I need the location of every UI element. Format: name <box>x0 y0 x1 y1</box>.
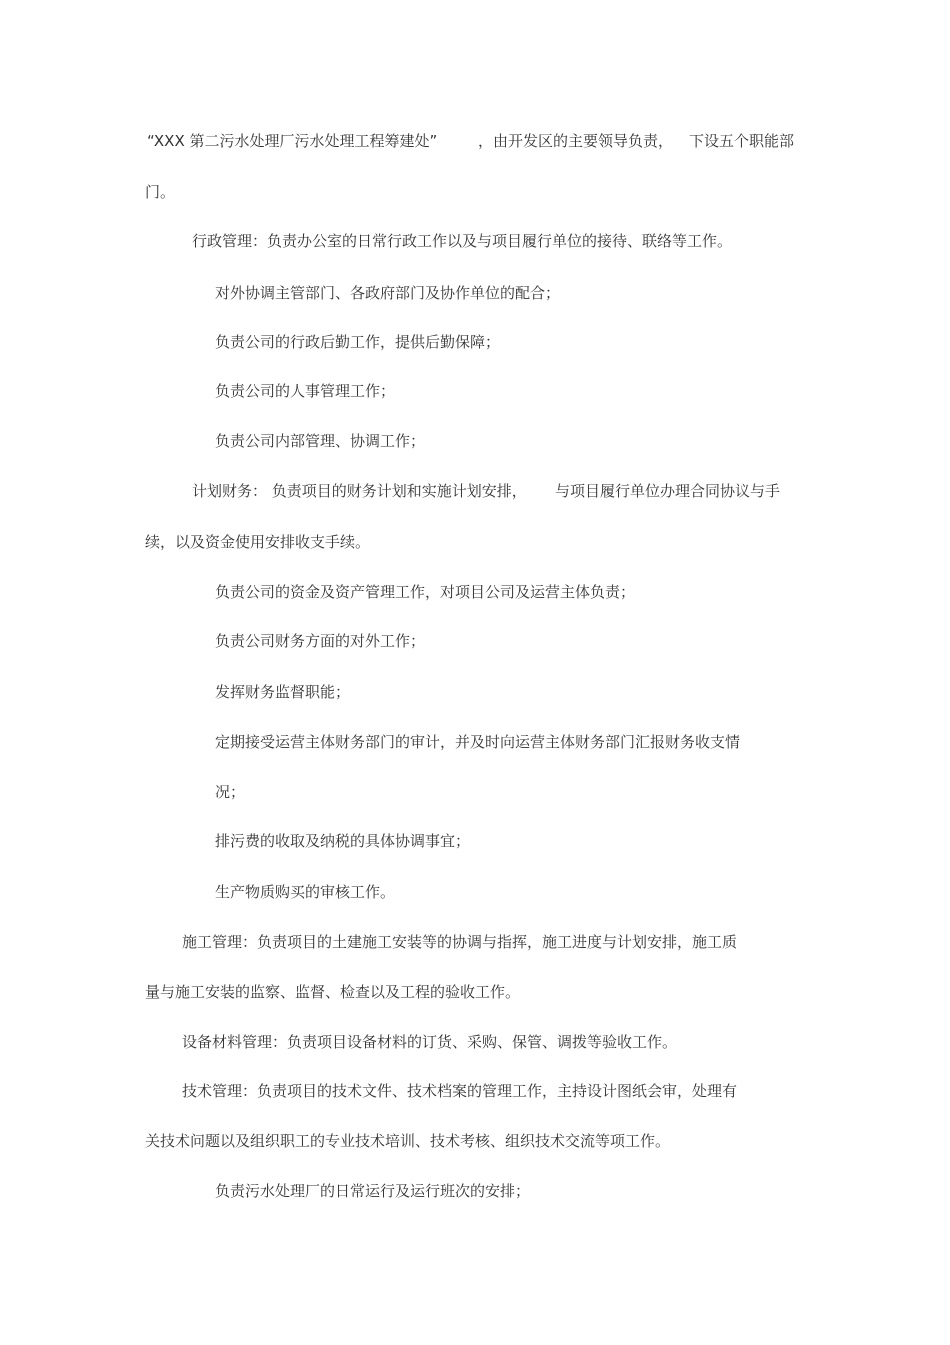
intro-text: ，由开发区的主要领导负责， <box>478 132 674 150</box>
admin-item-2: 负责公司的行政后勤工作，提供后勤保障； <box>215 333 501 351</box>
finance-item-6: 生产物质购买的审核工作。 <box>215 883 396 901</box>
finance-item-4-cont: 况； <box>215 783 246 801</box>
construction-line-1: 施工管理：负责项目的土建施工安装等的协调与指挥，施工进度与计划安排，施工质 <box>182 933 738 951</box>
technical-item-1: 负责污水处理厂的日常运行及运行班次的安排； <box>215 1182 531 1200</box>
construction-line-2: 量与施工安装的监察、监督、检查以及工程的验收工作。 <box>145 983 521 1001</box>
finance-line-2: 续，以及资金使用安排收支手续。 <box>145 533 371 551</box>
intro-text-end: 下设五个职能部 <box>689 132 795 150</box>
materials-line-1: 设备材料管理：负责项目设备材料的订货、采购、保管、调拨等验收工作。 <box>182 1033 678 1051</box>
admin-heading-line: 行政管理：负责办公室的日常行政工作以及与项目履行单位的接待、联络等工作。 <box>192 232 733 250</box>
intro-line-2: 门。 <box>145 183 176 201</box>
intro-title: “XXX 第二污水处理厂污水处理工程筹建处” <box>147 132 438 150</box>
technical-line-1: 技术管理：负责项目的技术文件、技术档案的管理工作，主持设计图纸会审，处理有 <box>182 1082 738 1100</box>
finance-item-1: 负责公司的资金及资产管理工作，对项目公司及运营主体负责； <box>215 583 636 601</box>
finance-text: 与项目履行单位办理合同协议与手 <box>555 482 781 500</box>
finance-item-4: 定期接受运营主体财务部门的审计，并及时向运营主体财务部门汇报财务收支情 <box>215 733 741 751</box>
technical-line-2: 关技术问题以及组织职工的专业技术培训、技术考核、组织技术交流等项工作。 <box>145 1132 671 1150</box>
finance-item-5: 排污费的收取及纳税的具体协调事宜； <box>215 832 471 850</box>
finance-item-3: 发挥财务监督职能； <box>215 683 351 701</box>
admin-item-3: 负责公司的人事管理工作； <box>215 382 396 400</box>
finance-item-2: 负责公司财务方面的对外工作； <box>215 632 426 650</box>
admin-item-4: 负责公司内部管理、协调工作； <box>215 432 426 450</box>
admin-item-1: 对外协调主管部门、各政府部门及协作单位的配合； <box>215 284 561 302</box>
finance-heading: 计划财务： 负责项目的财务计划和实施计划安排， <box>192 482 527 500</box>
